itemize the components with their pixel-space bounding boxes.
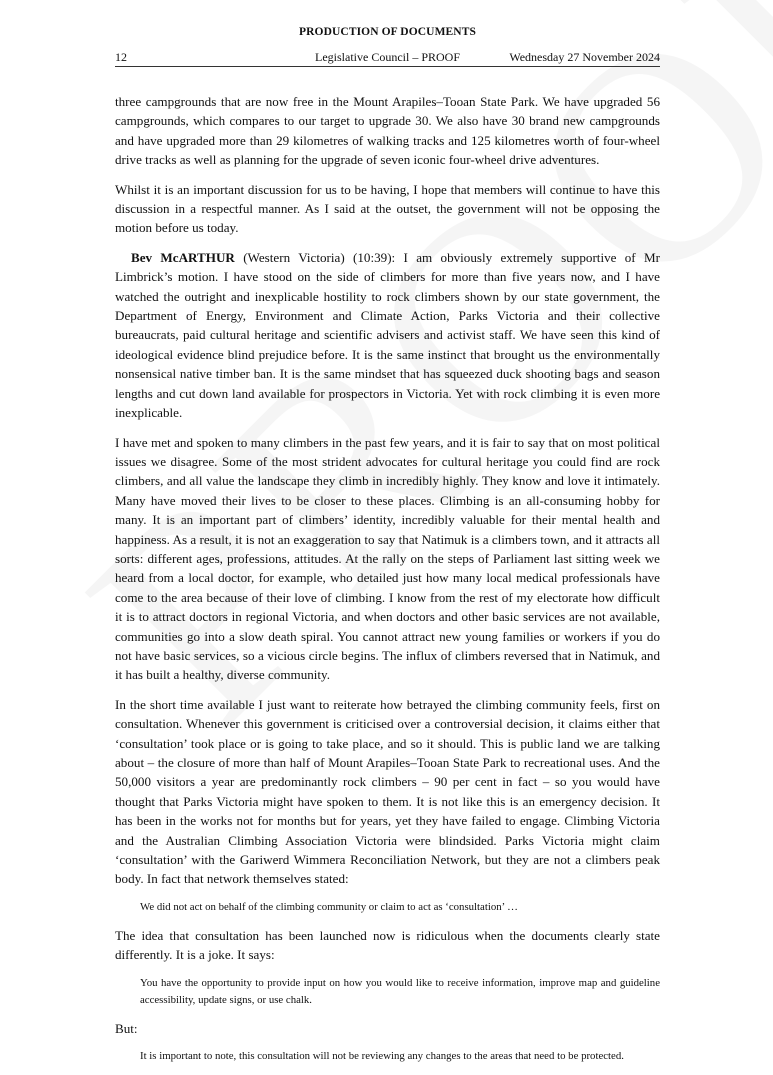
block-quote: You have the opportunity to provide input on how you would like to receive information, improve map and guideline accessibility, update signs, or use chalk. bbox=[140, 976, 660, 1006]
page-number: 12 bbox=[115, 50, 127, 64]
speaker-name: Bev McARTHUR bbox=[131, 249, 235, 265]
speech-paragraph bbox=[115, 248, 660, 423]
running-head: PRODUCTION OF DOCUMENTS bbox=[299, 26, 476, 38]
paragraph: three campgrounds that are now free in the Mount Arapiles–Tooan State Park. We have upgraded 56 campgrounds, which compares to our target to upgrade 30. We also have 30 brand new campgrounds and have upgraded more than 29 kilometres of walking tracks and 125 kilometres worth of four-wheel drive tracks as well as planning for the upgrade of seven iconic four-wheel drive adventures. bbox=[115, 94, 660, 168]
paragraph: But: bbox=[115, 1020, 138, 1036]
paragraph: Whilst it is an important discussion for us to be having, I hope that members will continue to have this discussion in a respectful manner. As I said at the outset, the government will not be opposing the motion before us today. bbox=[115, 181, 660, 236]
chamber-label: Legislative Council – PROOF bbox=[315, 50, 460, 64]
block-quote: It is important to note, this consultation will not be reviewing any changes to the areas that need to be protected. bbox=[140, 1050, 624, 1063]
document-body bbox=[115, 92, 660, 1075]
block-quote: We did not act on behalf of the climbing community or claim to act as ‘consultation’ … bbox=[140, 900, 518, 913]
paragraph: I have met and spoken to many climbers in the past few years, and it is fair to say that on most political issues we disagree. Some of the most strident advocates for cultural heritage you could find are rock climbers, and all value the landscape they climb in incredibly highly. They know and love it intimately. Many have moved their lives to be closer to these places. Climbing is an all-consuming hobby for many. It is an important part of climbers’ identity, incredibly valuable for their mental health and happiness. As a result, it is not an exaggeration to say that Natimuk is a climbers town, and it attracts all sorts: different ages, professions, attitudes. At the rally on the steps of Parliament last sitting week we heard from a local doctor, for example, who detailed just how many local medical professionals have come to the area because of their love of climbing. I know from the rest of my electorate how difficult it is to attract doctors in regional Victoria, and when doctors and other basic services are not available, communities go into a slow death spiral. You cannot attract new young families or workers if you do not have basic services, so a vicious circle begins. The influx of climbers reversed that in Natimuk, and it has built a healthy, diverse community. bbox=[115, 434, 660, 683]
speech-text: (Western Victoria) (10:39): I am obviously extremely supportive of Mr Limbrick’s motion. I have stood on the side of climbers for more than five years now, and I have watched the outright and inexplicable hostility to rock climbers shown by our state government, the Department of Energy, Environment and Climate Action, Parks Victoria and their collective bureaucrats, paid cultural heritage and scientific advisers and activist staff. We have seen this kind of ideological evidence blind prejudice before. It is the same instinct that brought us the environmentally nonsensical native timber ban. It is the same mindset that has squeezed duck shooting bags and season lengths and cut down land available for prospectors in Victoria. Yet with rock climbing it is even more inexplicable. bbox=[115, 249, 660, 421]
page-header bbox=[115, 50, 660, 67]
paragraph: In the short time available I just want to reiterate how betrayed the climbing community feels, first on consultation. Whenever this government is criticised over a controversial decision, it claims either that ‘consultation’ took place or is going to take place, and so it should. This is public land we are talking about – the closure of more than half of Mount Arapiles–Tooan State Park to recreational uses. And the 50,000 visitors a year are predominantly rock climbers – 90 per cent in fact – so you would have thought that Parks Victoria might have spoken to them. It is not like this is an emergency decision. It has been in the works not for months but for years, yet they have failed to engage. Climbing Victoria and the Australian Climbing Association Victoria were blindsided. Parks Victoria might claim ‘consultation’ with the Gariwerd Wimmera Reconciliation Network, but they are not a climbers peak body. In fact that network themselves stated: bbox=[115, 696, 660, 887]
paragraph: The idea that consultation has been launched now is ridiculous when the documents clearly state differently. It is a joke. It says: bbox=[115, 927, 660, 963]
sitting-date: Wednesday 27 November 2024 bbox=[509, 50, 660, 64]
